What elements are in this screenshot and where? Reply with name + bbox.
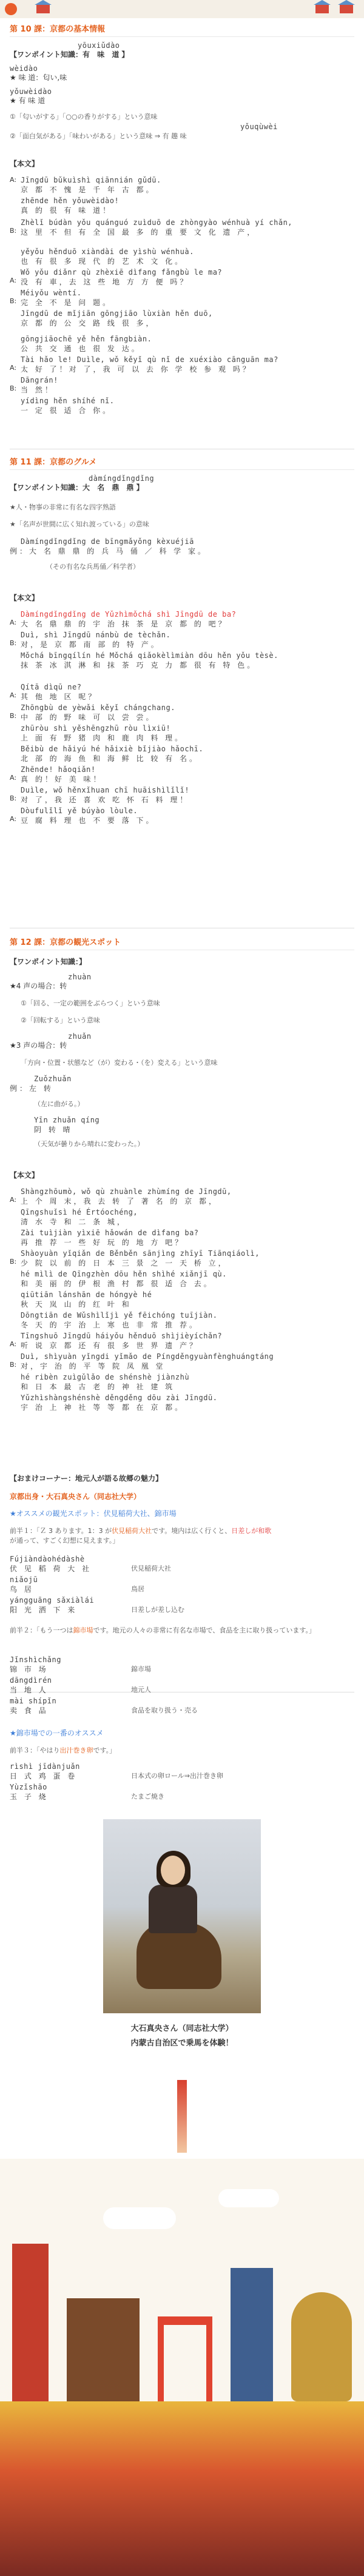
dialogue-pinyin: Dòufulǐlǐ yě búyào lòule. [21, 807, 138, 815]
term-jp: たまご焼き [131, 1793, 164, 1800]
dialogue-zh: 完 全 不 是 问 题。 [21, 298, 113, 307]
vocab-word-pinyin: dàmíngdǐngdǐng [89, 474, 155, 483]
example-note: （左に曲がる。） [34, 1100, 84, 1108]
dialogue-pinyin: Dàmíngdǐngdǐng de Yǔzhìmǒchá shì Jīngdū de ba? [21, 610, 237, 619]
term-pinyin: niǎojū [10, 1575, 38, 1584]
pagoda-icon [12, 2244, 49, 2401]
recommend-text [10, 1526, 354, 1545]
speaker: A: [10, 774, 17, 782]
term-pinyin: dāngdìrén [10, 1676, 52, 1685]
dialogue-pinyin: Duì, shì Jīngdū nánbù de tèchǎn. [21, 631, 171, 639]
dialogue-zh: 再 推 荐 一 些 好 玩 的 地 方 吧？ [21, 1238, 185, 1247]
vocab-note-text: ②「面白気がある」「味わいがある」という意味 ⇒ [10, 132, 161, 140]
person-face [161, 1856, 185, 1885]
dialogue-zh: 一 定 很 适 合 你。 [21, 406, 113, 415]
term-pinyin: Fújiàndàohédàshè [10, 1555, 85, 1563]
term-pinyin: Jǐnshìchǎng [10, 1655, 61, 1664]
vocab-title [10, 50, 129, 59]
dialogue-pinyin: zhūròu shì yěshēngzhū ròu lìxiū! [21, 724, 171, 733]
dialogue-zh: 清 水 寺 和 二 条 城， [21, 1218, 127, 1226]
vocab-close: 】 [121, 50, 129, 59]
temple-icon [67, 2298, 140, 2401]
dialogue-pinyin: Jīngdū bǔkuìshì qiānnián gǔdū. [21, 176, 161, 184]
house-icon [315, 5, 329, 13]
vocab-note: ★人・物事の非常に有名な四字熟語 [10, 503, 116, 511]
dialogue-zh: 公 共 交 通 也 很 发 达。 [21, 344, 141, 353]
sun-icon [5, 3, 17, 15]
dialogue-pinyin: Shàngzhōumò, wǒ qù zhuànle zhùmíng de Jīngdū, [21, 1187, 232, 1196]
dialogue-pinyin: Duì, shìyuàn yǐngdi yǐmǎo de Píngděngyuànfènghuángtáng [21, 1352, 274, 1361]
vocab-word-pinyin: yōuxiǔdào [78, 41, 120, 50]
example-pinyin: Dàmíngdǐngdǐng de bīngmǎyǒng kèxuéjiā [21, 537, 194, 546]
vocab-pinyin: zhuǎn [68, 1032, 92, 1041]
term-zh: 当 地 人 [10, 1686, 49, 1694]
honbun-label: 【本文】 [10, 594, 39, 602]
ground [0, 2401, 364, 2576]
vocab-word: 有 味 道 [83, 50, 122, 59]
speaker: B: [10, 639, 17, 647]
recommend-text [10, 1625, 354, 1635]
dialogue-pinyin: Zhōngbù de yèwǎi kěyǐ chángchang. [21, 703, 175, 712]
vocab-title [10, 483, 144, 492]
vocab-note-pinyin: yǒuqùwèi [240, 122, 278, 131]
dialogue-pinyin: Duìle, wǒ hěnxǐhuan chī huāishìlǐlǐ! [21, 786, 190, 794]
dialogue-pinyin: Dōngtiān de Wǔshìlǐjì yě fēichóng tuījiàn. [21, 1311, 218, 1320]
dialogue-zh: 对，是 京 都 南 部 的 特 产。 [21, 640, 161, 649]
house-icon [36, 5, 50, 13]
dialogue-zh: 京 都 的 公 交 路 线 很 多， [21, 319, 156, 327]
vocab-item [10, 73, 67, 82]
lesson-12-heading: 第 12 課：京都の観光スポット [10, 936, 354, 950]
dialogue-zh: 真 的 很 有 味 道！ [21, 206, 113, 215]
dialogue-zh: 中 部 的 野 味 可 以 尝 尝。 [21, 713, 156, 722]
vocab-item-zh: ★ 有 味 道 [10, 96, 46, 105]
term-zh: 锦 市 场 [10, 1665, 49, 1674]
highlight: 伏見稲荷大社 [112, 1527, 152, 1535]
term-jp: 食品を取り扱う・売る [131, 1706, 198, 1714]
dialogue-pinyin: yěyǒu hěnduō xiàndài de yìshù wénhuà. [21, 247, 194, 256]
dialogue-zh: 这 里 不 但 有 全 国 最 多 的 重 要 文 化 遗 产， [21, 228, 257, 236]
speaker: A: [10, 815, 17, 823]
dialogue-zh: 抹 茶 冰 淇 淋 和 抹 茶 巧 克 力 都 很 有 特 色。 [21, 661, 257, 669]
term-zh: 阳 光 洒 下 来 [10, 1606, 78, 1614]
honbun-label: 【本文】 [10, 1171, 39, 1179]
vocab-label: 【ワンポイント知識： [10, 50, 83, 59]
example-pinyin: Zuǒzhuǎn [34, 1075, 72, 1083]
dialogue-pinyin: Wǒ yǒu diǎnr qù zhèxiē dìfang fǎngbù le ma? [21, 268, 223, 277]
dialogue-pinyin: Běibù de hǎiyú hé hǎixiè bǐjiào hǎochī. [21, 745, 204, 753]
buddha-icon [291, 2292, 352, 2401]
term-pinyin: rìshì jīdànjuǎn [10, 1762, 80, 1771]
dialogue-pinyin: gōngjiāochē yě hěn fāngbiàn. [21, 335, 152, 343]
top-banner [0, 0, 364, 18]
term-zh: 鸟 居 [10, 1585, 34, 1594]
torii-icon [158, 2316, 212, 2401]
photo-caption: 大石真央さん（同志社大学） [130, 2024, 234, 2033]
dialogue-pinyin: Mǒchá bīngqílín hé Mǒchá qiǎokèlìmiàn dōu hěn yǒu tèsè. [21, 651, 278, 660]
example-note: （その有名な兵馬俑／科学者） [46, 563, 140, 571]
dialogue-zh: 豆 腐 料 理 也 不 要 落 下。 [21, 816, 156, 825]
house-icon [340, 5, 353, 13]
example-pinyin: Yīn zhuǎn qíng [34, 1116, 100, 1124]
speaker: A: [10, 619, 17, 626]
lesson-11-heading: 第 11 課：京都のグルメ [10, 456, 354, 470]
term-pinyin: yángguāng sǎxiàlái [10, 1596, 95, 1605]
dialogue-pinyin: zhēnde hěn yǒuwèidào! [21, 196, 120, 205]
dialogue-pinyin: Qítā dìqū ne? [21, 683, 82, 691]
speaker: A: [10, 277, 17, 284]
vocab-note: ②「回転する」という意味 [21, 1016, 100, 1024]
dialogue-pinyin: Tài hǎo le! Duìle, wǒ kěyǐ qù nǐ de xuéxiào cānguān ma? [21, 355, 278, 364]
dialogue-zh: 少 院 以 前 的 日 本 三 景 之 一 天 桥 立， [21, 1259, 228, 1267]
speaker: A: [10, 1196, 17, 1204]
dialogue-zh: 秋 天 岚 山 的 红 叶 和 [21, 1300, 132, 1309]
dialogue-pinyin: yídìng hěn shíhé nǐ. [21, 397, 115, 405]
dialogue-zh: 对 了，我 还 喜 欢 吃 怀 石 料 理！ [21, 796, 190, 804]
dialogue-pinyin: qiūtiān lánshān de hóngyè hé [21, 1290, 152, 1299]
recommend-text [10, 1745, 116, 1755]
dialogue-pinyin: hé ribèn zuìgǔlǎo de shénshè jiànzhù [21, 1373, 190, 1381]
vocab-close: 】 [136, 483, 144, 492]
lesson-10 [10, 23, 354, 448]
vocab-note [10, 131, 187, 141]
recommend-text-part: 前半１：「Ｚ 3 あります。1：3 が [10, 1527, 112, 1535]
dialogue-zh: 也 有 很 多 现 代 的 艺 术 文 化。 [21, 257, 185, 266]
vocab-note: 「方向・位置・状態など（が）変わる・（を）変える」という意味 [21, 1059, 218, 1067]
photo-caption: 内蒙古自治区で乗馬を体験！ [130, 2039, 234, 2048]
recommend-text-part: です。地元の人々の非常に有名な市場で、食品を主に取り扱っています。」 [93, 1626, 316, 1634]
recommend-subheading: ★錦市場での一番のオススメ [10, 1729, 104, 1737]
vocab-note-zh: 有 趣 味 [162, 132, 187, 140]
speaker: B: [10, 384, 17, 392]
vocab-item-pinyin: wèidào [10, 64, 38, 73]
highlight: 錦市場 [73, 1626, 93, 1634]
dialogue-zh: 和 日 本 最 古 老 的 神 社 建 筑 [21, 1383, 175, 1391]
highlight: 出汁巻き卵 [59, 1746, 93, 1754]
honbun-label: 【本文】 [10, 159, 39, 168]
kyoto-tower-icon [177, 2080, 187, 2153]
cloud-icon [103, 2207, 176, 2229]
recommend-text-part: 前半２：「もう一つは [10, 1626, 73, 1634]
term-pinyin: Yùzǐshāo [10, 1783, 47, 1791]
vocab-item-pinyin: yǒuwèidào [10, 87, 52, 96]
recommend-title: 【おまけコーナー：地元人が語る故郷の魅力】 [10, 1474, 163, 1483]
recommend-text-part: です。境内は広く行くと、 [152, 1527, 232, 1535]
speaker: B: [10, 1258, 17, 1266]
vocab-label: 【ワンポイント知識： [10, 483, 83, 492]
dialogue-zh: 和 美 丽 的 伊 根 渔 村 都 很 适 合 去。 [21, 1280, 214, 1288]
dialogue-pinyin: Zài tuìjiàn yìxiē hǎowán de dìfang ba? [21, 1229, 199, 1237]
dialogue-pinyin: Yǔzhìshàngshénshè děngděng dōu zài Jīngdū. [21, 1394, 218, 1402]
term-pinyin: mài shípǐn [10, 1697, 57, 1705]
dialogue-zh: 对，宇 治 的 平 等 院 凤 凰 堂 [21, 1362, 166, 1370]
dialogue-zh: 北 部 的 海 鱼 和 海 鲜 比 较 有 名。 [21, 754, 199, 763]
highlight: 日差しが和歌 [231, 1527, 272, 1535]
term-jp: 日差しが差し込む [131, 1606, 184, 1614]
lesson-10-heading: 第 10 課：京都の基本情報 [10, 23, 354, 37]
term-zh: 伏 见 稻 荷 大 社 [10, 1565, 92, 1573]
example-note: （天気が曇りから晴れに変わった。） [34, 1140, 144, 1148]
term-jp: 伏見稲荷大社 [131, 1565, 171, 1572]
dialogue-zh: 当 然！ [21, 386, 55, 394]
dialogue-pinyin: hé mìlì de Qīngzhèn dōu hěn shìhé xiǎnjī qù. [21, 1270, 227, 1278]
lesson-11 [10, 456, 354, 923]
dialogue-zh: 听 说 京 都 还 有 很 多 世 界 遗 产？ [21, 1341, 199, 1350]
kyoto-illustration [0, 2159, 364, 2576]
vocab-item: ★4 声の場合：转 [10, 982, 67, 990]
person-coat [149, 1885, 197, 1933]
dialogue-zh: 上 面 有 野 猪 肉 和 鹿 肉 料 理。 [21, 734, 185, 742]
dialogue-zh: 京 都 不 愧 是 千 年 古 都。 [21, 186, 156, 194]
vocab-item: ★3 声の場合：转 [10, 1041, 67, 1050]
dialogue-zh: 冬 天 的 宇 治 上 寒 也 非 常 推 荐。 [21, 1321, 199, 1329]
vocab-item-zh: ★ 味 道 [10, 73, 36, 82]
pagoda-icon [231, 2268, 273, 2401]
term-jp: 鳥居 [131, 1585, 144, 1593]
lesson-12 [10, 936, 354, 1464]
dialogue-zh: 没 有 車，去 这 些 地 方 方 便 吗？ [21, 278, 190, 286]
speaker: B: [10, 1361, 17, 1369]
person-name: 京都出身・大石真央さん（同志社大学） [10, 1492, 141, 1501]
term-jp: 錦市場 [131, 1665, 151, 1673]
speaker: A: [10, 176, 17, 184]
dialogue-zh: 其 他 地 区 呢？ [21, 693, 98, 701]
recommend-subheading: ★オススメの観光スポット：伏見稲荷大社、錦市場 [10, 1509, 177, 1518]
vocab-note: ①「回る、一定の範囲をぶらつく」という意味 [21, 999, 160, 1007]
speaker: B: [10, 227, 17, 235]
vocab-note: ★「名声が世間に広く知れ渡っている」の意味 [10, 520, 149, 528]
speaker: B: [10, 794, 17, 802]
dialogue-zh: 真 的！好 美 味！ [21, 775, 103, 783]
dialogue-pinyin: Dāngrán! [21, 376, 58, 384]
dialogue-pinyin: Tīngshuō Jīngdū háiyǒu hěnduō shìjièyíchǎn? [21, 1332, 223, 1340]
vocab-item-note: ：匂い,味 [35, 73, 67, 82]
vocab-note: ①「匂いがする」「○○の香りがする」という意味 [10, 113, 158, 121]
example-zh: 例：左 转 [10, 1084, 53, 1093]
dialogue-pinyin: Jīngdū de mǐjiān gōngjiāo lùxiàn hěn duō, [21, 309, 213, 318]
dialogue-pinyin: Qīngshuǐsì hé Értóochéng, [21, 1208, 138, 1216]
dialogue-zh: 上 个 周 末，我 去 转 了 著 名 的 京 都， [21, 1197, 218, 1206]
recommend-text-part: 前半３：「やはり [10, 1746, 60, 1754]
speaker: A: [10, 1340, 17, 1348]
term-jp: 日本式の卵ロール⇒出汁巻き卵 [131, 1772, 223, 1780]
recommend-text-part: が通って、すごく幻想に見えます。」 [10, 1537, 120, 1545]
dialogue-pinyin: Méiyǒu wèntí. [21, 289, 82, 297]
vocab-title: 【ワンポイント知識：】 [10, 958, 87, 966]
term-zh: 玉 子 烧 [10, 1793, 49, 1801]
example-zh: 阴 转 晴 [34, 1125, 73, 1134]
dialogue-pinyin: Zhēnde! hǎoqiǎn! [21, 765, 96, 774]
vocab-word: 大 名 鼎 鼎 [83, 483, 136, 492]
example-zh: 例：大 名 鼎 鼎 的 兵 马 俑 ／ 科 学 家。 [10, 547, 207, 555]
speaker: A: [10, 364, 17, 372]
dialogue-pinyin: Shàoyuàn yǐqiǎn de Běnběn sānjìng zhīyī Tiānqiáolì, [21, 1249, 260, 1258]
dialogue-zh: 宇 治 上 神 社 等 等 都 在 京 都。 [21, 1403, 185, 1412]
speaker: B: [10, 712, 17, 720]
vocab-pinyin: zhuàn [68, 973, 92, 981]
speaker: A: [10, 691, 17, 699]
speaker: B: [10, 297, 17, 305]
dialogue-pinyin: Zhèlǐ búdàn yǒu quánguó zuìduō de zhòngyào wénhuà yí chǎn, [21, 218, 293, 227]
term-jp: 地元人 [131, 1686, 151, 1694]
horse-riding-photo [103, 1819, 261, 2013]
dialogue-zh: 太 好 了！对 了，我 可 以 去 你 学 校 参 观 吗？ [21, 365, 252, 374]
term-zh: 卖 食 品 [10, 1706, 49, 1715]
term-zh: 日 式 鸡 蛋 卷 [10, 1772, 78, 1780]
recommend-text-part: です。」 [93, 1746, 116, 1754]
cloud-icon [218, 2189, 279, 2207]
dialogue-zh: 大 名 鼎 鼎 的 宇 治 抹 茶 是 京 都 的 吧？ [21, 620, 228, 628]
